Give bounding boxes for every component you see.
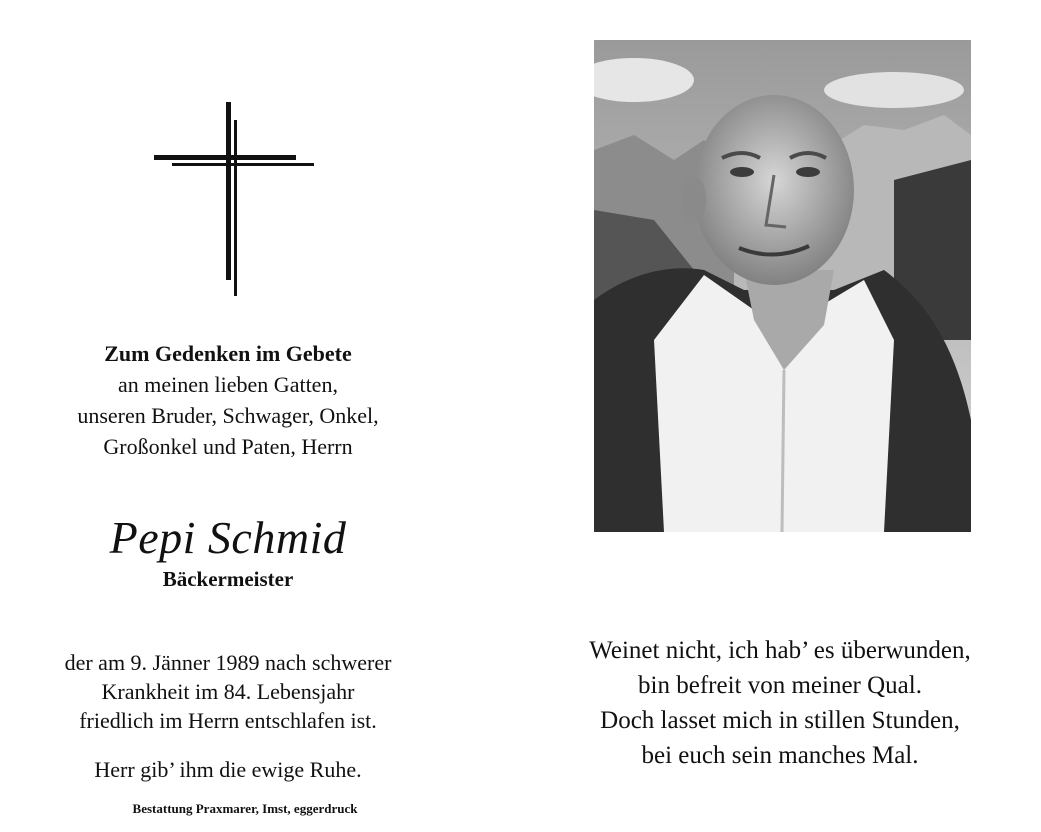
dedication-line: Großonkel und Paten, Herrn bbox=[103, 434, 353, 459]
death-note-line: friedlich im Herrn entschlafen ist. bbox=[79, 708, 377, 733]
poem-line: bin befreit von meiner Qual. bbox=[638, 672, 922, 699]
printer-credit: Bestattung Praxmarer, Imst, eggerdruck bbox=[132, 801, 358, 816]
death-note-line: Krankheit im 84. Lebensjahr bbox=[101, 679, 355, 704]
deceased-profession: Bäckermeister bbox=[162, 567, 294, 591]
memorial-poem bbox=[530, 633, 1030, 773]
poem-line: bei euch sein manches Mal. bbox=[641, 742, 919, 769]
dedication-heading: Zum Gedenken im Gebete bbox=[104, 341, 352, 366]
dedication-block bbox=[0, 338, 456, 462]
deceased-name: Pepi Schmid bbox=[109, 512, 347, 563]
poem-line: Weinet nicht, ich hab’ es überwunden, bbox=[589, 637, 971, 664]
memorial-text-column bbox=[0, 0, 460, 832]
dedication-line: unseren Bruder, Schwager, Onkel, bbox=[77, 403, 379, 428]
death-note bbox=[0, 648, 456, 735]
memorial-cross-icon bbox=[150, 100, 320, 300]
death-note-line: der am 9. Jänner 1989 nach schwerer bbox=[64, 650, 392, 675]
portrait-photo bbox=[594, 40, 971, 532]
dedication-line: an meinen lieben Gatten, bbox=[118, 372, 338, 397]
poem-line: Doch lasset mich in stillen Stunden, bbox=[600, 707, 960, 734]
blessing-line: Herr gib’ ihm die ewige Ruhe. bbox=[94, 757, 362, 782]
